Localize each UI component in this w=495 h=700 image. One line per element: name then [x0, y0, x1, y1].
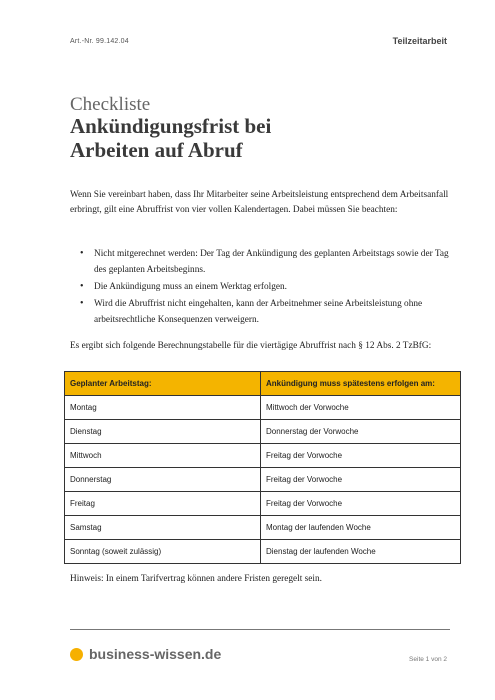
page-number: Seite 1 von 2: [409, 656, 447, 663]
hint-note: Hinweis: In einem Tarifvertrag können andere Fristen geregelt sein.: [70, 574, 322, 584]
deadline-table: [64, 371, 461, 564]
deadline-cell: Dienstag der laufenden Woche: [261, 540, 461, 564]
planned-day-cell: Donnerstag: [65, 468, 261, 492]
header-announcement-deadline: Ankündigung muss spätestens erfolgen am:: [261, 372, 461, 396]
planned-day-cell: Dienstag: [65, 420, 261, 444]
planned-day-cell: Freitag: [65, 492, 261, 516]
table-intro-paragraph: Es ergibt sich folgende Berechnungstabelle für die viertägige Abruffrist nach § 12 Abs. 2 TzBfG:: [70, 341, 432, 351]
deadline-cell: Donnerstag der Vorwoche: [261, 420, 461, 444]
header-planned-day: Geplanter Arbeitstag:: [65, 372, 261, 396]
deadline-cell: Mittwoch der Vorwoche: [261, 396, 461, 420]
table-row: [65, 444, 461, 468]
bullet-list: [80, 246, 460, 329]
bullet-item: • Die Ankündigung muss an einem Werktag erfolgen.: [80, 279, 460, 295]
table-row: [65, 468, 461, 492]
brand-logo: [70, 646, 221, 662]
table-row: [65, 420, 461, 444]
planned-day-cell: Sonntag (soweit zulässig): [65, 540, 261, 564]
intro-paragraph: Wenn Sie vereinbart haben, dass Ihr Mitarbeiter seine Arbeitsleistung entsprechend dem Arbeitsanfall erbringt, gilt eine Abruffrist von vier vollen Kalendertagen. Dabei müssen Sie beachten:: [70, 190, 449, 215]
deadline-cell: Freitag der Vorwoche: [261, 492, 461, 516]
bullet-item: • Wird die Abruffrist nicht eingehalten, kann der Arbeitnehmer seine Arbeitsleistung ohne arbeitsrechtliche Konsequenzen verweigern.: [80, 296, 460, 328]
planned-day-cell: Mittwoch: [65, 444, 261, 468]
deadline-cell: Freitag der Vorwoche: [261, 444, 461, 468]
bullet-item: • Nicht mitgerechnet werden: Der Tag der Ankündigung des geplanten Arbeitstags sowie der Tag des geplanten Arbeitsbeginns.: [80, 246, 460, 278]
logo-dot-icon: [70, 648, 83, 661]
title-line-1: Ankündigungsfrist bei: [70, 114, 272, 138]
document-kicker: Checkliste: [70, 94, 151, 115]
table-row: [65, 396, 461, 420]
deadline-cell: Montag der laufenden Woche: [261, 516, 461, 540]
brand-name: business-wissen.de: [89, 646, 222, 662]
planned-day-cell: Samstag: [65, 516, 261, 540]
table-row: [65, 492, 461, 516]
article-number: Art.-Nr. 99.142.04: [70, 38, 129, 45]
table-row: [65, 540, 461, 564]
footer-divider: [70, 629, 450, 630]
table-row: [65, 516, 461, 540]
table-header-row: [65, 372, 461, 396]
planned-day-cell: Montag: [65, 396, 261, 420]
category-label: Teilzeitarbeit: [392, 36, 447, 46]
title-line-2: Arbeiten auf Abruf: [70, 138, 243, 162]
deadline-cell: Freitag der Vorwoche: [261, 468, 461, 492]
document-title: [70, 114, 450, 162]
